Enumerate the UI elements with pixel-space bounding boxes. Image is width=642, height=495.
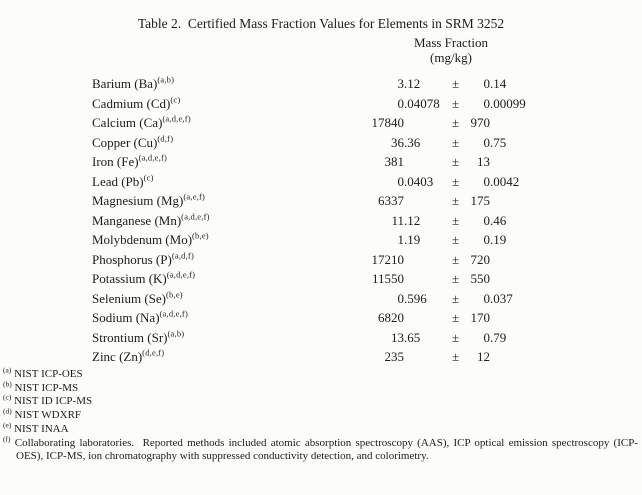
table-row <box>0 230 642 250</box>
plus-minus-sign: ± <box>452 310 460 325</box>
uncertainty-integer: 720 <box>470 251 490 267</box>
table-row <box>0 94 642 114</box>
footnote-text: Collaborating laboratories. Reported methods included atomic absorption spectroscopy (AAS), ICP optical emission spectroscopy (ICP-OES), ICP-MS, ion chromatography with suppressed conductivity detection, and colorimetry. <box>14 436 638 463</box>
element-label: Selenium $(Se)^{(b,e)}$ <box>92 289 183 306</box>
uncertainty-integer: 550 <box>470 271 490 286</box>
uncertainty-integer: 0 <box>483 232 490 247</box>
plus-minus-sign: ± <box>452 329 460 345</box>
plus-minus-sign: ± <box>452 173 460 189</box>
plus-minus-sign: ± <box>452 115 460 130</box>
uncertainty-fraction <box>490 308 550 328</box>
table-row <box>0 347 642 367</box>
value-fraction: .12 <box>404 212 421 228</box>
method-superscript: (a,d,e,f) <box>166 269 196 280</box>
uncertainty-fraction: .0042 <box>490 173 520 189</box>
uncertainty-integer: 0 <box>483 212 490 228</box>
table-row <box>0 133 642 153</box>
value-fraction <box>404 191 452 211</box>
footnote-marker: (c) <box>3 392 12 402</box>
element-label: Strontium $(Sr)^{(a,b)}$ <box>92 328 185 345</box>
element-label: Barium $(Ba)^{(a,b)}$ <box>92 74 175 91</box>
uncertainty-fraction <box>490 250 550 270</box>
plus-minus-sign: ± <box>452 95 460 111</box>
value-integer: 0 <box>397 173 404 189</box>
element-label: Zinc $(Zn)^{(d,e,f)}$ <box>92 347 165 364</box>
footnote-text: NIST ICP-OES <box>14 368 83 380</box>
uncertainty-fraction: .79 <box>490 329 507 345</box>
footnote <box>3 433 638 464</box>
value-integer: 17210 <box>371 251 404 267</box>
method-superscript: (a,b) <box>157 74 175 85</box>
method-superscript: (a,b) <box>167 328 185 339</box>
value-integer: 3 <box>397 76 404 91</box>
uncertainty-fraction: .19 <box>490 232 507 247</box>
value-integer: 0 <box>397 290 404 306</box>
plus-minus-sign: ± <box>452 290 460 306</box>
footnote-marker: (f) <box>3 433 11 443</box>
value-fraction: .04078 <box>404 95 440 111</box>
value-fraction <box>404 113 452 133</box>
element-label: Lead $(Pb)^{(c)}$ <box>92 172 154 189</box>
method-superscript: (a,e,f) <box>183 191 206 202</box>
method-superscript: (a,d,e,f) <box>138 152 168 163</box>
value-fraction: .36 <box>404 134 421 150</box>
uncertainty-integer: 0 <box>483 95 490 111</box>
value-integer: 17840 <box>371 115 404 130</box>
uncertainty-integer: 0 <box>483 290 490 306</box>
uncertainty-fraction: .46 <box>490 212 507 228</box>
plus-minus-sign: ± <box>452 193 460 208</box>
value-integer: 381 <box>384 154 404 169</box>
element-label: Molybdenum $(Mo)^{(b,e)}$ <box>92 230 209 247</box>
value-integer: 13 <box>391 329 404 345</box>
footnotes <box>3 365 638 464</box>
footnote-text: NIST ICP-MS <box>14 381 79 394</box>
table-row <box>0 152 642 172</box>
table-row <box>0 289 642 309</box>
uncertainty-fraction: .00099 <box>490 95 526 111</box>
footnote <box>3 379 638 396</box>
table-row <box>0 308 642 328</box>
element-label: Calcium $(Ca)^{(a,d,e,f)}$ <box>92 113 191 130</box>
uncertainty-fraction: .75 <box>490 134 507 150</box>
value-fraction <box>404 250 452 270</box>
uncertainty-integer: 170 <box>470 310 490 325</box>
uncertainty-fraction <box>490 347 550 367</box>
uncertainty-fraction <box>490 269 550 289</box>
table-row <box>0 172 642 192</box>
plus-minus-sign: ± <box>452 76 460 91</box>
uncertainty-integer: 175 <box>470 193 490 208</box>
footnote-text: NIST ID ICP-MS <box>14 395 93 408</box>
value-fraction <box>404 347 452 367</box>
table-row <box>0 328 642 348</box>
uncertainty-fraction <box>490 152 550 172</box>
method-superscript: (a,d,e,f) <box>162 113 191 124</box>
value-integer: 235 <box>384 349 404 364</box>
footnote <box>3 420 638 437</box>
value-fraction: .12 <box>404 76 421 91</box>
method-superscript: (c) <box>143 172 154 183</box>
plus-minus-sign: ± <box>452 349 460 364</box>
method-superscript: (a,d,e,f) <box>159 308 188 319</box>
method-superscript: (d,e,f) <box>142 347 165 358</box>
uncertainty-fraction: .14 <box>490 76 507 91</box>
footnote-marker: (b) <box>3 379 12 389</box>
plus-minus-sign: ± <box>452 251 460 267</box>
plus-minus-sign: ± <box>452 212 460 228</box>
value-integer: 1 <box>397 232 404 247</box>
uncertainty-fraction <box>490 113 550 133</box>
column-header-line1: Mass Fraction <box>413 35 489 50</box>
table-row <box>0 211 642 231</box>
footnote <box>3 392 638 409</box>
footnote-marker: (a) <box>3 365 12 375</box>
footnote-text: NIST WDXRF <box>14 409 82 422</box>
value-integer: 0 <box>397 95 404 111</box>
method-superscript: (a,d,e,f) <box>181 211 210 222</box>
table-row <box>0 113 642 133</box>
footnote <box>3 406 638 423</box>
footnote <box>3 365 638 382</box>
plus-minus-sign: ± <box>452 232 460 247</box>
uncertainty-fraction: .037 <box>490 290 513 306</box>
value-integer: 11550 <box>371 271 404 286</box>
footnote-text: NIST INAA <box>14 422 69 435</box>
uncertainty-integer: 0 <box>483 76 490 91</box>
uncertainty-integer: 970 <box>470 115 490 130</box>
uncertainty-integer: 12 <box>477 349 490 364</box>
table-row <box>0 191 642 211</box>
method-superscript: (d,f) <box>157 133 174 144</box>
footnote-marker: (d) <box>3 406 12 416</box>
uncertainty-integer: 0 <box>483 329 490 345</box>
uncertainty-fraction <box>490 191 550 211</box>
value-fraction: .65 <box>404 329 421 345</box>
value-fraction: .596 <box>404 290 427 306</box>
element-label: Cadmium $(Cd)^{(c)}$ <box>92 94 181 111</box>
method-superscript: (a,d,f) <box>171 250 194 261</box>
value-fraction <box>404 308 452 328</box>
value-fraction <box>404 269 452 289</box>
value-integer: 6337 <box>378 193 404 208</box>
method-superscript: (c) <box>170 94 181 105</box>
table-row <box>0 250 642 270</box>
column-header <box>330 36 572 65</box>
method-superscript: (b,e) <box>166 289 183 300</box>
plus-minus-sign: ± <box>452 271 460 286</box>
table-body <box>0 74 642 367</box>
uncertainty-integer: 13 <box>477 154 490 169</box>
value-fraction: .0403 <box>404 173 434 189</box>
plus-minus-sign: ± <box>452 154 460 169</box>
column-header-line2: (mg/kg) <box>430 49 472 65</box>
element-label: Iron $(Fe)^{(a,d,e,f)}$ <box>92 152 168 169</box>
element-label: Sodium $(Na)^{(a,d,e,f)}$ <box>92 308 188 325</box>
table-row <box>0 74 642 94</box>
uncertainty-integer: 0 <box>483 134 490 150</box>
element-label: Copper $(Cu)^{(d,f)}$ <box>92 133 174 150</box>
element-label: Magnesium $(Mg)^{(a,e,f)}$ <box>92 191 206 208</box>
value-fraction: .19 <box>404 232 421 247</box>
value-fraction <box>404 152 452 172</box>
element-label: Phosphorus $(P)^{(a,d,f)}$ <box>92 250 194 267</box>
table-title: Table 2. Certified Mass Fraction Values for Elements in SRM 3252 <box>137 16 505 31</box>
value-integer: 6820 <box>378 310 404 325</box>
value-integer: 36 <box>391 134 404 150</box>
uncertainty-integer: 0 <box>483 173 490 189</box>
footnote-marker: (e) <box>3 420 12 430</box>
table-row <box>0 269 642 289</box>
plus-minus-sign: ± <box>452 134 460 150</box>
value-integer: 11 <box>391 212 404 228</box>
element-label: Potassium $(K)^{(a,d,e,f)}$ <box>92 269 196 286</box>
element-label: Manganese $(Mn)^{(a,d,e,f)}$ <box>92 211 210 228</box>
method-superscript: (b,e) <box>192 230 209 241</box>
